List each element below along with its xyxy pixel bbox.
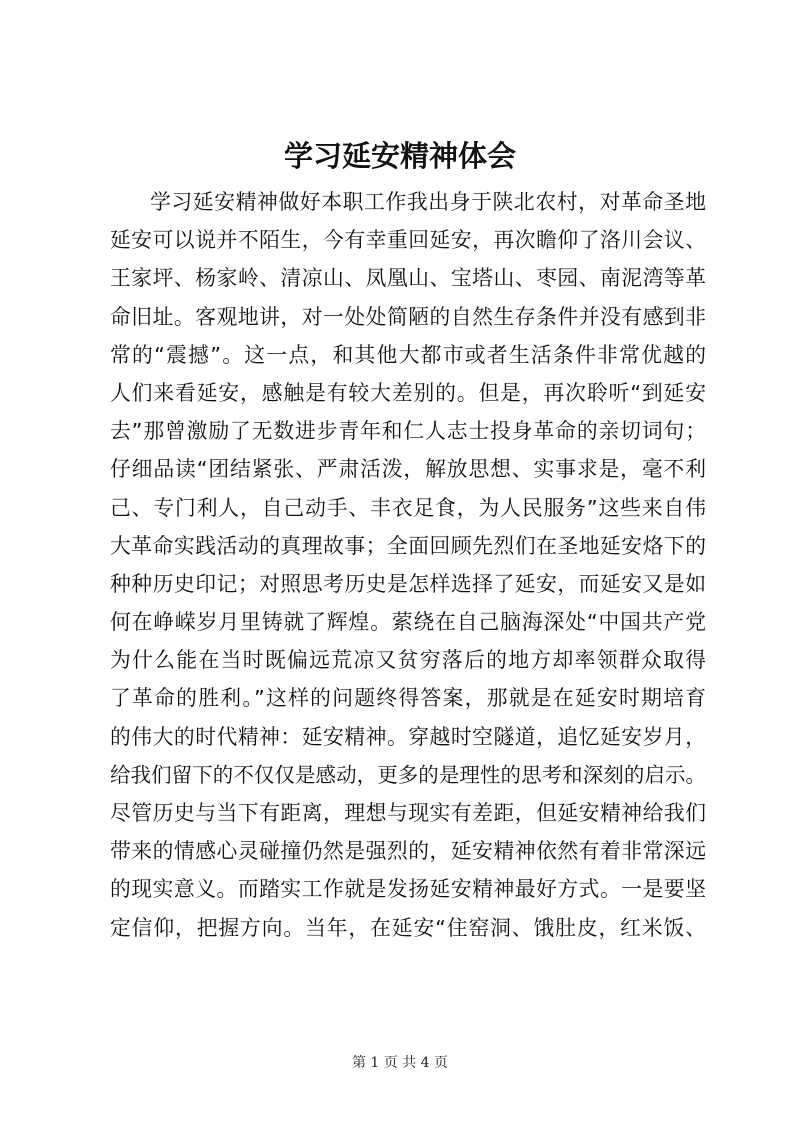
body-line: 何在峥嵘岁月里铸就了辉煌。萦绕在自己脑海深处“中国共产党 [110,610,706,635]
body-line: 的伟大的时代精神：延安精神。穿越时空隧道，追忆延安岁月， [110,724,706,749]
body-line: 大革命实践活动的真理故事；全面回顾先烈们在圣地延安烙下的 [110,533,706,558]
body-line: 给我们留下的不仅仅是感动，更多的是理性的思考和深刻的启示。 [110,762,706,787]
body-line: 命旧址。客观地讲，对一处处简陋的自然生存条件并没有感到非 [110,304,706,329]
body-line: 的现实意义。而踏实工作就是发扬延安精神最好方式。一是要坚 [110,877,706,902]
document-title: 学习延安精神体会 [283,139,516,173]
body-line: 学习延安精神做好本职工作我出身于陕北农村，对革命圣地 [150,190,706,214]
body-paragraph [110,183,706,947]
body-line: 己、专门利人，自己动手、丰衣足食，为人民服务”这些来自伟 [110,495,706,520]
body-line: 带来的情感心灵碰撞仍然是强烈的，延安精神依然有着非常深远 [110,839,706,864]
body-line: 仔细品读“团结紧张、严肃活泼，解放思想、实事求是，毫不利 [110,457,706,482]
body-line: 王家坪、杨家岭、清凉山、凤凰山、宝塔山、枣园、南泥湾等革 [110,266,706,291]
body-line: 去”那曾激励了无数进步青年和仁人志士投身革命的亲切词句； [110,419,706,444]
body-line: 了革命的胜利。”这样的问题终得答案，那就是在延安时期培育 [110,686,706,711]
body-line: 延安可以说并不陌生，今有幸重回延安，再次瞻仰了洛川会议、 [110,228,706,253]
body-line: 为什么能在当时既偏远荒凉又贫穷落后的地方却率领群众取得 [110,648,706,673]
body-line: 尽管历史与当下有距离，理想与现实有差距，但延安精神给我们 [110,801,706,825]
body-line: 常的“震撼”。这一点，和其他大都市或者生活条件非常优越的 [110,342,706,367]
body-line: 人们来看延安，感触是有较大差别的。但是，再次聆听“到延安 [110,380,706,405]
page-footer: 第 1 页 共 4 页 [351,1055,449,1071]
body-line: 定信仰，把握方向。当年，在延安“住窑洞、饿肚皮，红米饭、 [110,915,706,940]
body-line: 种种历史印记；对照思考历史是怎样选择了延安，而延安又是如 [110,571,706,596]
